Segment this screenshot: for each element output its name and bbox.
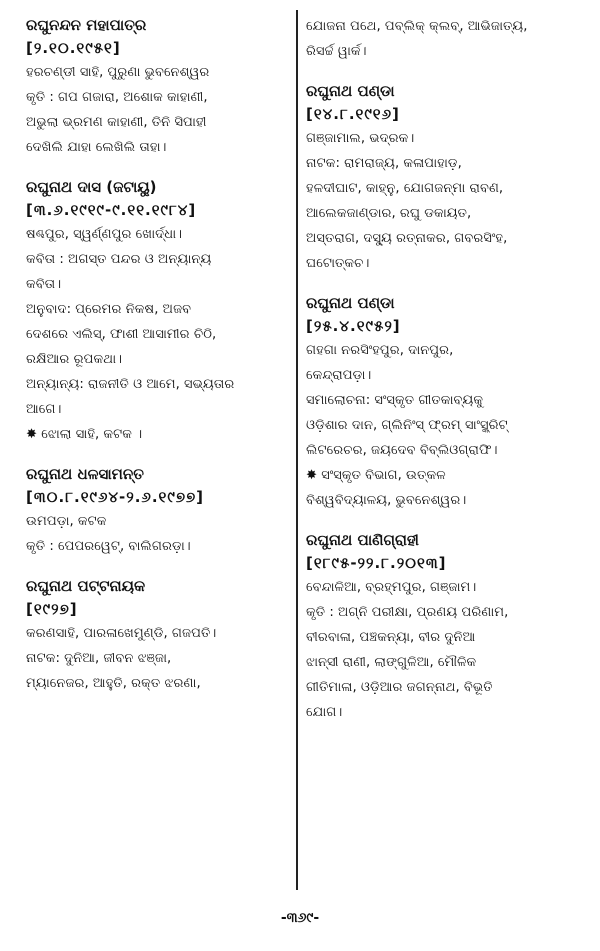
entry-line: ଅନୁବାଦ: ପ୍ରେମର ନିକଷ, ଅଜବ	[26, 302, 192, 317]
entry-line: ଗୀତିମାଳା, ଓଡ଼ିଆର ଜଗନ୍ନାଥ, ବିଭୂତି	[306, 680, 493, 695]
entry-name: ରଘୁନାଥ ପଟ୍ଟନାୟକ	[26, 577, 146, 595]
entry-line: କବିତା : ଅଗସ୍ତ ପନ୍ଦର ଓ ଅନ୍ୟାନ୍ୟ	[26, 252, 212, 267]
left-column	[26, 14, 292, 891]
entry-dates: [୧୪.୮.୧୯୧୬]	[306, 105, 400, 123]
entry-line: ଲିଟରେଚର, ଜୟଦେବ ବିବ୍ଲିଓଗ୍ରାଫି।	[306, 443, 498, 458]
right-column	[306, 14, 586, 891]
entry-line: ଅନ୍ୟାନ୍ୟ: ରାଜନୀତି ଓ ଆମେ, ସଭ୍ୟତାର	[26, 377, 235, 392]
entry-line: କରଣସାହି, ପାରଳାଖେମୁଣ୍ଡି, ଗଜପତି।	[26, 626, 217, 641]
entry-raghunandan-mahapatra	[26, 14, 292, 160]
entry-line: ଗଞ୍ଜାମାଲ, ଭଦ୍ରକ।	[306, 131, 415, 146]
entry-line: ଗହଗା ନରସିଂହପୁର, ଦାନପୁର,	[306, 343, 454, 358]
entry-line: ହଳଦୀଘାଟ, କାହ୍ନୁ, ଯୋଗଜନ୍ମା ରାବଣ,	[306, 181, 504, 196]
entry-name: ରଘୁନନ୍ଦନ ମହାପାତ୍ର	[26, 16, 147, 34]
entry-line: ଅସ୍ତରାଗ, ଦସ୍ୟୁ ରତ୍ନାକର, ଗବରସିଂହ,	[306, 231, 508, 246]
entry-line: ରକ୍ଷିଆର ରୂପକଥା।	[26, 352, 123, 367]
entry-dates: [୨.୧୦.୧୯୫୧]	[26, 39, 121, 57]
page-number: -୩୬୯-	[280, 910, 320, 926]
entry-line: ଆଲେକଜାଣ୍ଡାର, ରଘୁ ଡକାୟତ,	[306, 206, 472, 221]
entry-raghunath-panda-1952	[306, 292, 586, 513]
entry-raghunath-das	[26, 176, 292, 447]
entry-line: ଉମପଡ଼ା, କଟକ	[26, 514, 107, 529]
entry-continuation	[306, 14, 586, 64]
entry-line: ଓଡ଼ିଶାର ଦାନ, ଗ୍ଲିନିଂସ୍ ଫ୍ରମ୍ ସାଂସ୍କ୍ରିଟ୍	[306, 418, 508, 433]
entry-line: ✸ ଝୋଲା ସାହି, କଟକ ।	[26, 427, 143, 442]
entry-line: ଯୋଗ।	[306, 705, 343, 720]
entry-line: ଅଭୁଲା ଭ୍ରମଣ କାହାଣୀ, ତିନି ସିପାହୀ	[26, 115, 207, 130]
entry-line: ଷଣ୍ଢପୁର, ସ୍ୱର୍ଣ୍ଣପୁର ଖୋର୍ଦ୍ଧା।	[26, 227, 183, 242]
entry-line: ବେନ୍ଦାଳିଆ, ବ୍ରହ୍ମପୁର, ଗଞ୍ଜାମ।	[306, 580, 477, 595]
entry-dates: [୨୫.୪.୧୯୫୨]	[306, 317, 401, 335]
entry-line: ଘଟୋତ୍କଚ।	[306, 256, 370, 271]
entry-line: କୃତି : ପେପରୱେଟ୍, ବାଲିଗରଡ଼ା।	[26, 539, 191, 554]
entry-line: କୃତି : ଅଗ୍ନି ପରୀକ୍ଷା, ପ୍ରଣୟ ପରିଣାମ,	[306, 605, 509, 620]
entry-line: ଦେଖିଲି ଯାହା ଲେଖିଲି ତାହା।	[26, 140, 167, 155]
entry-line: ସମାଲୋଚନା: ସଂସ୍କୃତ ଗୀତକାବ୍ୟକୁ	[306, 393, 484, 408]
entry-dates: [୧୮୯୫-୨୨.୮.୨୦୧୩]	[306, 554, 447, 572]
entry-name: ରଘୁନାଥ ପାଣିଗ୍ରାହୀ	[306, 531, 419, 549]
entry-line: କୃତି : ଗପ ଗଜାରା, ଅଶୋକ କାହାଣୀ,	[26, 90, 208, 105]
entry-dates: [୩.୬.୧୯୧୯-୯.୧୧.୧୯୮୪]	[26, 201, 197, 219]
entry-raghunath-panda-1916	[306, 80, 586, 276]
entry-name: ରଘୁନାଥ ଧଳସାମନ୍ତ	[26, 465, 144, 483]
entry-name: ରଘୁନାଥ ଦାସ (ଜଟାୟୁ)	[26, 178, 157, 196]
entry-line: ରିସର୍ଚ୍ଚ ୱାର୍କ।	[306, 44, 367, 59]
entry-line: କେନ୍ଦ୍ରାପଡ଼ା।	[306, 368, 372, 383]
entry-line: ହରଚଣ୍ଡୀ ସାହି, ପୁରୁଣା ଭୁବନେଶ୍ୱର	[26, 65, 210, 80]
entry-line: ମ୍ୟାନେଜର, ଆହୁତି, ରକ୍ତ ଝରଣା,	[26, 676, 201, 691]
entry-line: କବିତା।	[26, 277, 62, 292]
entry-raghunath-panigrahi	[306, 529, 586, 725]
entry-line: ଝାନ୍ସୀ ରାଣୀ, ଲାଙ୍ଗୁଳିଆ, ମୌଳିକ	[306, 655, 477, 670]
entry-line: ନାଟକ: ରାମରାଜ୍ୟ, କଳାପାହାଡ଼,	[306, 156, 462, 171]
entry-dates: [୩୦.୮.୧୯୬୪-୨.୬.୧୯୭୭]	[26, 488, 205, 506]
entry-line: ବୀରବାଳା, ପଞ୍ଚକନ୍ୟା, ବୀର ଦୁନିଆ	[306, 630, 476, 645]
entry-name: ରଘୁନାଥ ପଣ୍ଡା	[306, 294, 395, 312]
entry-line: ଯୋଜନା ପଥେ, ପବ୍ଲିକ୍ କ୍ଲବ୍, ଆଭିଜାତ୍ୟ,	[306, 19, 528, 34]
entry-dates: [୧୯୨୭]	[26, 600, 78, 618]
entry-line: ବିଶ୍ୱବିଦ୍ୟାଳୟ, ଭୁବନେଶ୍ୱର।	[306, 493, 467, 508]
entry-line: ଦେଶରେ ଏଲିସ୍, ଫାଶୀ ଆସାମୀର ଚିଠି,	[26, 327, 217, 342]
entry-line: ✸ ସଂସ୍କୃତ ବିଭାଗ, ଉତ୍କଳ	[306, 468, 446, 483]
entry-line: ଆଗେ।	[26, 402, 62, 417]
column-divider	[296, 10, 298, 890]
entry-line: ନାଟକ: ଦୁନିଆ, ଜୀବନ ଝଞ୍ଜା,	[26, 651, 172, 666]
entry-name: ରଘୁନାଥ ପଣ୍ଡା	[306, 82, 395, 100]
entry-raghunath-pattanayak	[26, 575, 292, 696]
entry-raghunath-dhalasamanta	[26, 463, 292, 559]
